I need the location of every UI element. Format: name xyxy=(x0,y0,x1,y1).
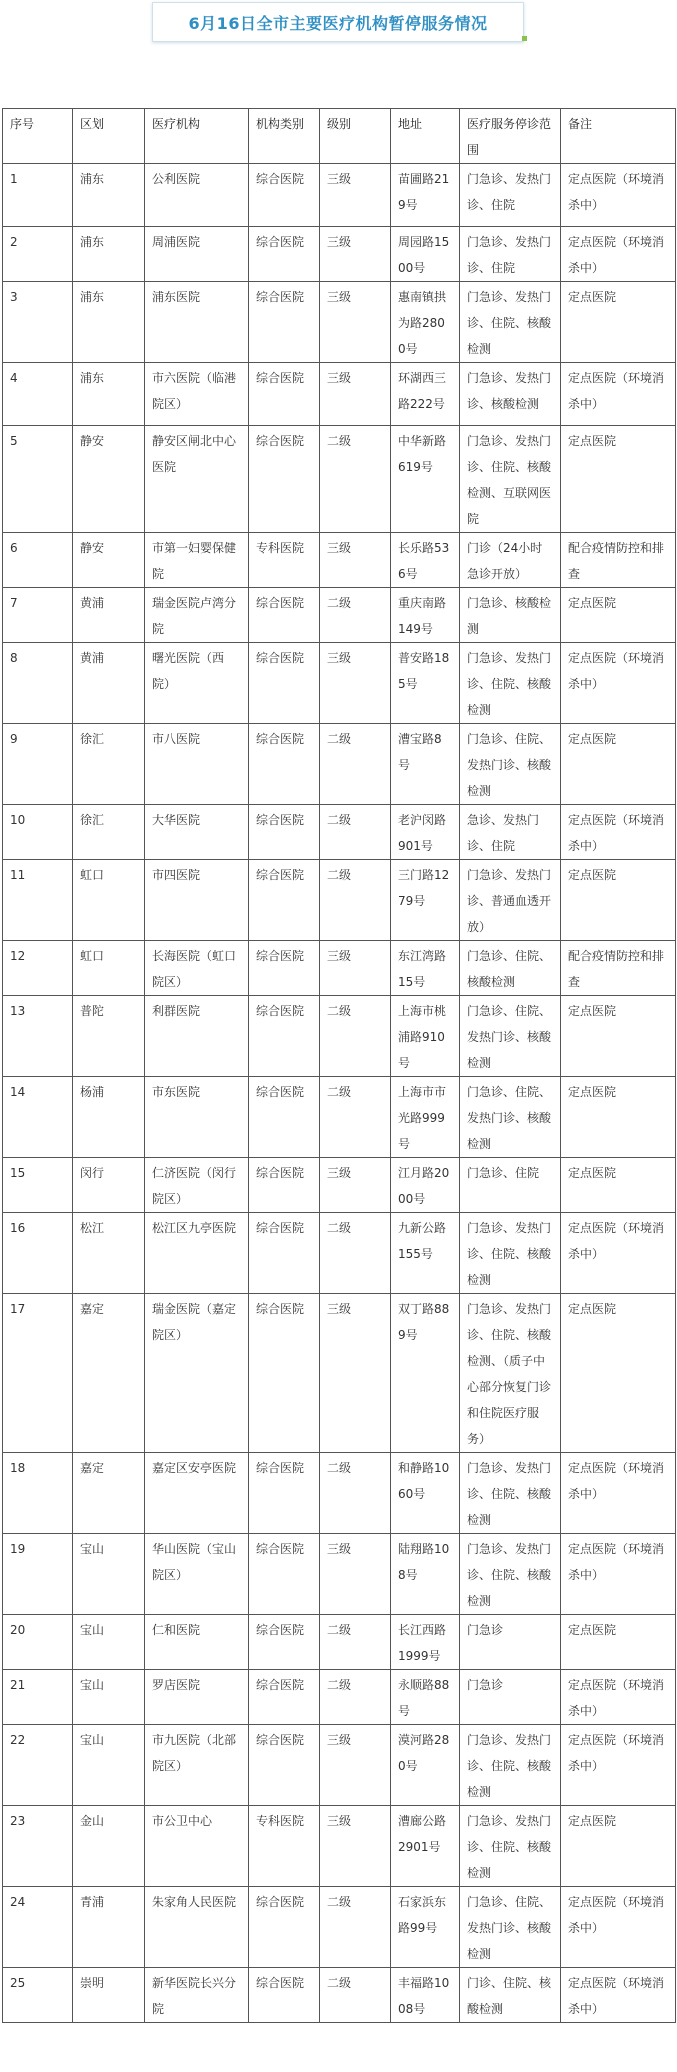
cell-level: 三级 xyxy=(320,1534,391,1615)
cell-institution: 市第一妇婴保健院 xyxy=(145,533,249,588)
cell-level: 三级 xyxy=(320,533,391,588)
cell-scope: 门急诊、发热门诊、核酸检测 xyxy=(460,363,561,426)
cell-type: 专科医院 xyxy=(249,1806,320,1887)
cell-level: 三级 xyxy=(320,941,391,996)
cell-district: 浦东 xyxy=(73,164,145,227)
cell-district: 黄浦 xyxy=(73,588,145,643)
cell-address: 老沪闵路901号 xyxy=(391,805,460,860)
cell-district: 宝山 xyxy=(73,1615,145,1670)
cell-address: 漕廊公路2901号 xyxy=(391,1806,460,1887)
header-no: 序号 xyxy=(3,109,73,164)
cell-institution: 市四医院 xyxy=(145,860,249,941)
header-district: 区划 xyxy=(73,109,145,164)
cell-institution: 仁济医院（闵行院区） xyxy=(145,1158,249,1213)
cell-district: 虹口 xyxy=(73,860,145,941)
cell-district: 浦东 xyxy=(73,363,145,426)
cell-level: 三级 xyxy=(320,1294,391,1453)
cell-institution: 朱家角人民医院 xyxy=(145,1887,249,1968)
cell-district: 嘉定 xyxy=(73,1294,145,1453)
cell-no: 18 xyxy=(3,1453,73,1534)
cell-address: 丰福路1008号 xyxy=(391,1968,460,2023)
cell-scope: 门诊、住院、核酸检测 xyxy=(460,1968,561,2023)
cell-scope: 门急诊、住院、发热门诊、核酸检测 xyxy=(460,1887,561,1968)
cell-level: 二级 xyxy=(320,426,391,533)
table-row xyxy=(3,1887,676,1968)
cell-district: 浦东 xyxy=(73,227,145,282)
cell-level: 二级 xyxy=(320,1670,391,1725)
cell-level: 二级 xyxy=(320,1615,391,1670)
cell-address: 长江西路1999号 xyxy=(391,1615,460,1670)
table-row xyxy=(3,1453,676,1534)
cell-scope: 门急诊、发热门诊、住院、核酸检测 xyxy=(460,1453,561,1534)
header-institution: 医疗机构 xyxy=(145,109,249,164)
table-row xyxy=(3,164,676,227)
cell-address: 三门路1279号 xyxy=(391,860,460,941)
decorative-dot xyxy=(522,36,527,41)
cell-district: 静安 xyxy=(73,533,145,588)
cell-remark: 定点医院 xyxy=(561,724,676,805)
cell-type: 专科医院 xyxy=(249,533,320,588)
cell-remark: 定点医院（环境消杀中） xyxy=(561,805,676,860)
cell-type: 综合医院 xyxy=(249,1158,320,1213)
cell-remark: 定点医院（环境消杀中） xyxy=(561,1534,676,1615)
cell-district: 松江 xyxy=(73,1213,145,1294)
cell-district: 浦东 xyxy=(73,282,145,363)
cell-address: 和静路1060号 xyxy=(391,1453,460,1534)
cell-level: 三级 xyxy=(320,1158,391,1213)
cell-level: 二级 xyxy=(320,1453,391,1534)
cell-remark: 定点医院（环境消杀中） xyxy=(561,1725,676,1806)
table-row xyxy=(3,1213,676,1294)
cell-address: 永顺路88号 xyxy=(391,1670,460,1725)
cell-institution: 市六医院（临港院区） xyxy=(145,363,249,426)
cell-institution: 市九医院（北部院区） xyxy=(145,1725,249,1806)
cell-scope: 门急诊、住院、核酸检测 xyxy=(460,941,561,996)
cell-level: 三级 xyxy=(320,363,391,426)
cell-no: 5 xyxy=(3,426,73,533)
cell-remark: 定点医院（环境消杀中） xyxy=(561,1213,676,1294)
cell-scope: 门急诊、发热门诊、住院、核酸检测、（质子中心部分恢复门诊和住院医疗服务） xyxy=(460,1294,561,1453)
cell-level: 三级 xyxy=(320,282,391,363)
cell-district: 崇明 xyxy=(73,1968,145,2023)
cell-address: 上海市桃浦路910号 xyxy=(391,996,460,1077)
cell-institution: 华山医院（宝山院区） xyxy=(145,1534,249,1615)
header-address: 地址 xyxy=(391,109,460,164)
cell-scope: 门急诊、住院、发热门诊、核酸检测 xyxy=(460,1077,561,1158)
table-row xyxy=(3,533,676,588)
cell-level: 三级 xyxy=(320,164,391,227)
cell-scope: 门急诊、发热门诊、住院、核酸检测 xyxy=(460,1725,561,1806)
table-row xyxy=(3,1077,676,1158)
cell-type: 综合医院 xyxy=(249,282,320,363)
cell-address: 重庆南路149号 xyxy=(391,588,460,643)
cell-level: 二级 xyxy=(320,1887,391,1968)
cell-no: 16 xyxy=(3,1213,73,1294)
cell-remark: 配合疫情防控和排查 xyxy=(561,941,676,996)
cell-district: 徐汇 xyxy=(73,724,145,805)
cell-no: 4 xyxy=(3,363,73,426)
cell-no: 7 xyxy=(3,588,73,643)
cell-no: 12 xyxy=(3,941,73,996)
cell-no: 15 xyxy=(3,1158,73,1213)
cell-institution: 静安区闸北中心医院 xyxy=(145,426,249,533)
cell-remark: 定点医院 xyxy=(561,1077,676,1158)
table-header-row xyxy=(3,109,676,164)
cell-scope: 门急诊、发热门诊、住院、核酸检测 xyxy=(460,1534,561,1615)
cell-district: 虹口 xyxy=(73,941,145,996)
table-row xyxy=(3,282,676,363)
cell-level: 二级 xyxy=(320,724,391,805)
cell-type: 综合医院 xyxy=(249,1968,320,2023)
cell-type: 综合医院 xyxy=(249,1453,320,1534)
cell-type: 综合医院 xyxy=(249,643,320,724)
cell-type: 综合医院 xyxy=(249,996,320,1077)
cell-type: 综合医院 xyxy=(249,1670,320,1725)
cell-remark: 定点医院（环境消杀中） xyxy=(561,1670,676,1725)
hospital-table xyxy=(2,108,676,2023)
cell-no: 21 xyxy=(3,1670,73,1725)
cell-no: 22 xyxy=(3,1725,73,1806)
cell-institution: 曙光医院（西院） xyxy=(145,643,249,724)
cell-remark: 定点医院（环境消杀中） xyxy=(561,363,676,426)
cell-type: 综合医院 xyxy=(249,1077,320,1158)
cell-level: 二级 xyxy=(320,860,391,941)
cell-remark: 定点医院 xyxy=(561,1158,676,1213)
cell-type: 综合医院 xyxy=(249,1534,320,1615)
cell-remark: 定点医院 xyxy=(561,1294,676,1453)
cell-address: 普安路185号 xyxy=(391,643,460,724)
cell-type: 综合医院 xyxy=(249,1294,320,1453)
cell-institution: 大华医院 xyxy=(145,805,249,860)
cell-address: 双丁路889号 xyxy=(391,1294,460,1453)
header-scope: 医疗服务停诊范围 xyxy=(460,109,561,164)
cell-remark: 定点医院（环境消杀中） xyxy=(561,164,676,227)
cell-type: 综合医院 xyxy=(249,227,320,282)
cell-institution: 松江区九亭医院 xyxy=(145,1213,249,1294)
cell-scope: 门急诊、住院 xyxy=(460,1158,561,1213)
cell-type: 综合医院 xyxy=(249,805,320,860)
table-row xyxy=(3,724,676,805)
title-box xyxy=(152,2,524,42)
cell-institution: 市八医院 xyxy=(145,724,249,805)
cell-level: 三级 xyxy=(320,1725,391,1806)
cell-level: 二级 xyxy=(320,588,391,643)
cell-level: 三级 xyxy=(320,227,391,282)
cell-institution: 瑞金医院（嘉定院区） xyxy=(145,1294,249,1453)
table-row xyxy=(3,426,676,533)
cell-type: 综合医院 xyxy=(249,860,320,941)
cell-address: 石家浜东路99号 xyxy=(391,1887,460,1968)
cell-address: 漕宝路8号 xyxy=(391,724,460,805)
cell-no: 11 xyxy=(3,860,73,941)
cell-type: 综合医院 xyxy=(249,1887,320,1968)
cell-no: 24 xyxy=(3,1887,73,1968)
cell-district: 静安 xyxy=(73,426,145,533)
cell-level: 三级 xyxy=(320,643,391,724)
cell-district: 嘉定 xyxy=(73,1453,145,1534)
cell-district: 黄浦 xyxy=(73,643,145,724)
cell-no: 23 xyxy=(3,1806,73,1887)
page-title: 6月16日全市主要医疗机构暂停服务情况 xyxy=(188,13,488,33)
cell-address: 陆翔路108号 xyxy=(391,1534,460,1615)
cell-no: 25 xyxy=(3,1968,73,2023)
cell-no: 8 xyxy=(3,643,73,724)
cell-no: 14 xyxy=(3,1077,73,1158)
cell-scope: 门急诊、发热门诊、住院、核酸检测、互联网医院 xyxy=(460,426,561,533)
cell-remark: 配合疫情防控和排查 xyxy=(561,533,676,588)
cell-district: 宝山 xyxy=(73,1725,145,1806)
cell-institution: 仁和医院 xyxy=(145,1615,249,1670)
table-row xyxy=(3,588,676,643)
cell-no: 13 xyxy=(3,996,73,1077)
cell-type: 综合医院 xyxy=(249,363,320,426)
cell-level: 二级 xyxy=(320,996,391,1077)
cell-institution: 利群医院 xyxy=(145,996,249,1077)
cell-address: 环湖西三路222号 xyxy=(391,363,460,426)
cell-district: 普陀 xyxy=(73,996,145,1077)
cell-address: 九新公路155号 xyxy=(391,1213,460,1294)
table-row xyxy=(3,1968,676,2023)
table-row xyxy=(3,1158,676,1213)
cell-scope: 门急诊、发热门诊、住院、核酸检测 xyxy=(460,643,561,724)
cell-level: 三级 xyxy=(320,1806,391,1887)
cell-institution: 瑞金医院卢湾分院 xyxy=(145,588,249,643)
cell-address: 江月路2000号 xyxy=(391,1158,460,1213)
cell-institution: 市公卫中心 xyxy=(145,1806,249,1887)
cell-remark: 定点医院 xyxy=(561,1615,676,1670)
cell-address: 长乐路536号 xyxy=(391,533,460,588)
cell-institution: 浦东医院 xyxy=(145,282,249,363)
cell-remark: 定点医院 xyxy=(561,1806,676,1887)
cell-remark: 定点医院 xyxy=(561,282,676,363)
cell-address: 周园路1500号 xyxy=(391,227,460,282)
cell-scope: 门急诊、发热门诊、普通血透开放） xyxy=(460,860,561,941)
table-row xyxy=(3,363,676,426)
cell-district: 青浦 xyxy=(73,1887,145,1968)
cell-remark: 定点医院 xyxy=(561,588,676,643)
cell-address: 中华新路619号 xyxy=(391,426,460,533)
table-row xyxy=(3,227,676,282)
cell-remark: 定点医院（环境消杀中） xyxy=(561,1453,676,1534)
cell-district: 宝山 xyxy=(73,1534,145,1615)
cell-institution: 嘉定区安亭医院 xyxy=(145,1453,249,1534)
table-row xyxy=(3,860,676,941)
cell-scope: 门急诊、发热门诊、住院、核酸检测 xyxy=(460,1806,561,1887)
cell-remark: 定点医院（环境消杀中） xyxy=(561,643,676,724)
table-row xyxy=(3,1615,676,1670)
cell-district: 闵行 xyxy=(73,1158,145,1213)
cell-scope: 门急诊、核酸检测 xyxy=(460,588,561,643)
table-row xyxy=(3,805,676,860)
cell-type: 综合医院 xyxy=(249,1615,320,1670)
cell-remark: 定点医院 xyxy=(561,996,676,1077)
cell-remark: 定点医院 xyxy=(561,860,676,941)
cell-no: 10 xyxy=(3,805,73,860)
header-type: 机构类别 xyxy=(249,109,320,164)
cell-address: 漠河路280号 xyxy=(391,1725,460,1806)
cell-level: 二级 xyxy=(320,1968,391,2023)
cell-scope: 门诊（24小时急诊开放） xyxy=(460,533,561,588)
cell-scope: 门急诊、住院、发热门诊、核酸检测 xyxy=(460,724,561,805)
cell-institution: 市东医院 xyxy=(145,1077,249,1158)
cell-address: 上海市市光路999号 xyxy=(391,1077,460,1158)
cell-scope: 门急诊、发热门诊、住院 xyxy=(460,164,561,227)
cell-level: 二级 xyxy=(320,1077,391,1158)
cell-type: 综合医院 xyxy=(249,1213,320,1294)
cell-institution: 长海医院（虹口院区） xyxy=(145,941,249,996)
cell-institution: 新华医院长兴分院 xyxy=(145,1968,249,2023)
cell-address: 苗圃路219号 xyxy=(391,164,460,227)
cell-remark: 定点医院（环境消杀中） xyxy=(561,227,676,282)
cell-institution: 周浦医院 xyxy=(145,227,249,282)
cell-district: 金山 xyxy=(73,1806,145,1887)
cell-institution: 公利医院 xyxy=(145,164,249,227)
header-remark: 备注 xyxy=(561,109,676,164)
table-row xyxy=(3,941,676,996)
cell-type: 综合医院 xyxy=(249,426,320,533)
cell-district: 杨浦 xyxy=(73,1077,145,1158)
cell-scope: 门急诊、住院、发热门诊、核酸检测 xyxy=(460,996,561,1077)
cell-type: 综合医院 xyxy=(249,164,320,227)
cell-no: 9 xyxy=(3,724,73,805)
cell-no: 2 xyxy=(3,227,73,282)
table-row xyxy=(3,1670,676,1725)
cell-level: 二级 xyxy=(320,1213,391,1294)
cell-type: 综合医院 xyxy=(249,724,320,805)
table-row xyxy=(3,643,676,724)
table-row xyxy=(3,996,676,1077)
cell-district: 宝山 xyxy=(73,1670,145,1725)
cell-scope: 门急诊、发热门诊、住院、核酸检测 xyxy=(460,282,561,363)
cell-type: 综合医院 xyxy=(249,588,320,643)
cell-address: 东江湾路15号 xyxy=(391,941,460,996)
cell-scope: 门急诊、发热门诊、住院、核酸检测 xyxy=(460,1213,561,1294)
cell-scope: 急诊、发热门诊、住院 xyxy=(460,805,561,860)
header-level: 级别 xyxy=(320,109,391,164)
cell-no: 3 xyxy=(3,282,73,363)
cell-no: 1 xyxy=(3,164,73,227)
cell-no: 19 xyxy=(3,1534,73,1615)
cell-no: 20 xyxy=(3,1615,73,1670)
cell-institution: 罗店医院 xyxy=(145,1670,249,1725)
table-row xyxy=(3,1725,676,1806)
cell-scope: 门急诊 xyxy=(460,1615,561,1670)
cell-remark: 定点医院（环境消杀中） xyxy=(561,1887,676,1968)
cell-address: 惠南镇拱为路2800号 xyxy=(391,282,460,363)
cell-remark: 定点医院 xyxy=(561,426,676,533)
cell-type: 综合医院 xyxy=(249,1725,320,1806)
cell-type: 综合医院 xyxy=(249,941,320,996)
cell-no: 17 xyxy=(3,1294,73,1453)
table-row xyxy=(3,1294,676,1453)
cell-district: 徐汇 xyxy=(73,805,145,860)
cell-remark: 定点医院（环境消杀中） xyxy=(561,1968,676,2023)
cell-scope: 门急诊 xyxy=(460,1670,561,1725)
table-row xyxy=(3,1806,676,1887)
cell-scope: 门急诊、发热门诊、住院 xyxy=(460,227,561,282)
cell-no: 6 xyxy=(3,533,73,588)
table-row xyxy=(3,1534,676,1615)
cell-level: 二级 xyxy=(320,805,391,860)
